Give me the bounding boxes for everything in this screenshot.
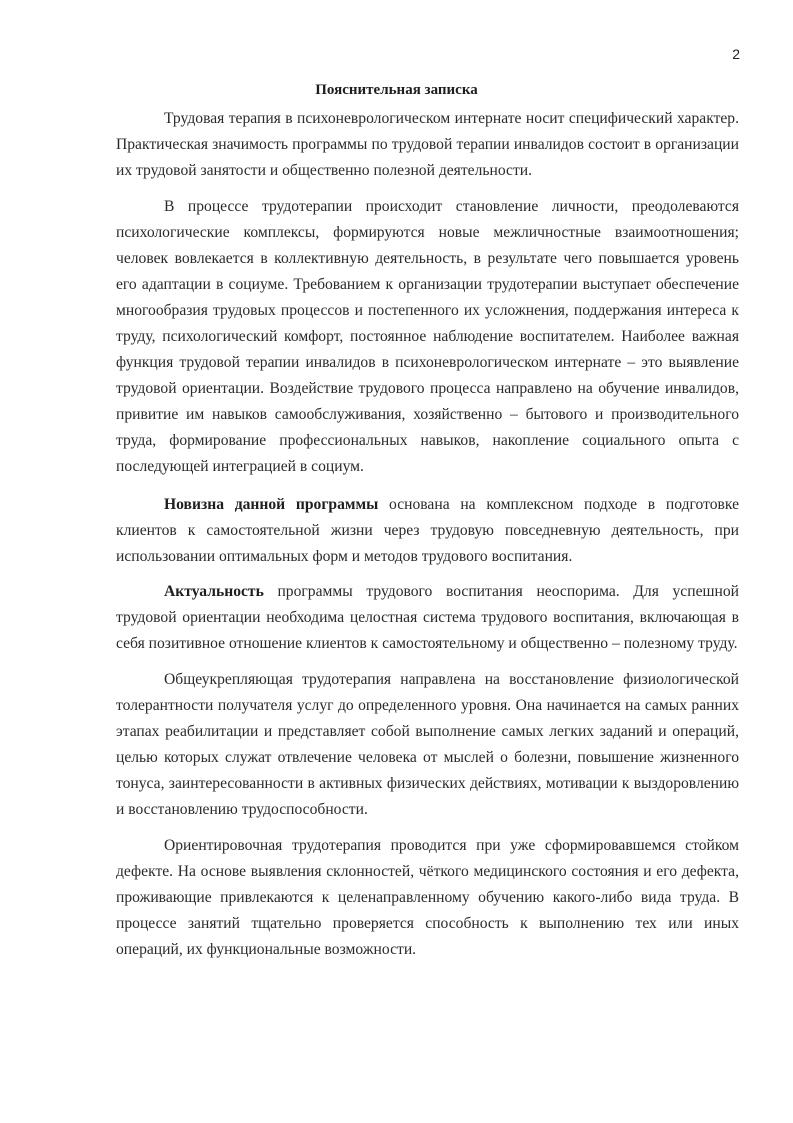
paragraph-general-therapy xyxy=(116,667,739,823)
page-number: 2 xyxy=(732,46,740,62)
paragraph-relevance xyxy=(116,579,739,657)
document-title: Пояснительная записка xyxy=(315,82,478,98)
paragraph-lead: Новизна данной программы xyxy=(164,496,379,513)
document-body xyxy=(116,106,739,973)
paragraph-intro xyxy=(116,106,739,184)
paragraph-orientation-therapy xyxy=(116,833,739,963)
paragraph-novelty xyxy=(116,492,739,570)
paragraph-lead: Актуальность xyxy=(164,583,264,600)
paragraph-text: программы трудового воспитания неоспорима. Для успешной трудовой ориентации необходима целостная система трудового воспитания, включающая в себя позитивное отношение клиентов к самостоятельному и общественно – полезному труду. xyxy=(116,583,739,652)
paragraph-text: Трудовая терапия в психоневрологическом интернате носит специфический характер. Практическая значимость программы по трудовой терапии инвалидов состоит в организации их трудовой занятости и общественно полезной деятельности. xyxy=(116,110,739,179)
paragraph-text: В процессе трудотерапии происходит становление личности, преодолеваются психологические комплексы, формируются новые межличностные взаимоотношения; человек вовлекается в коллективную деятельность, в результате чего повышается уровень его адаптации в социуме. Требованием к организации трудотерапии выступает обеспечение многообразия трудовых процессов и постепенного их усложнения, поддержания интереса к труду, психологический комфорт, постоянное наблюдение воспитателем. Наиболее важная функция трудовой терапии инвалидов в психоневрологическом интернате – это выявление трудовой ориентации. Воздействие трудового процесса направлено на обучение инвалидов, привитие им навыков самообслуживания, хозяйственно – бытового и производительного труда, формирование профессиональных навыков, накопление социального опыта с последующей интеграцией в социум. xyxy=(116,198,739,475)
paragraph-text: Общеукрепляющая трудотерапия направлена на восстановление физиологической толерантности получателя услуг до определенного уровня. Она начинается на самых ранних этапах реабилитации и представляет собой выполнение самых легких заданий и операций, целью которых служат отвлечение человека от мыслей о болезни, повышение жизненного тонуса, заинтересованности в активных физических действиях, мотивации к выздоровлению и восстановлению трудоспособности. xyxy=(116,671,739,818)
paragraph-text: основана на комплексном подходе в подготовке клиентов к самостоятельной жизни через трудовую повседневную деятельность, при использовании оптимальных форм и методов трудового воспитания. xyxy=(116,496,739,565)
paragraph-process xyxy=(116,194,739,480)
paragraph-text: Ориентировочная трудотерапия проводится при уже сформировавшемся стойком дефекте. На основе выявления склонностей, чёткого медицинского состояния и его дефекта, проживающие привлекаются к целенаправленному обучению какого-либо вида труда. В процессе занятий тщательно проверяется способность к выполнению тех или иных операций, их функциональные возможности. xyxy=(116,837,739,958)
